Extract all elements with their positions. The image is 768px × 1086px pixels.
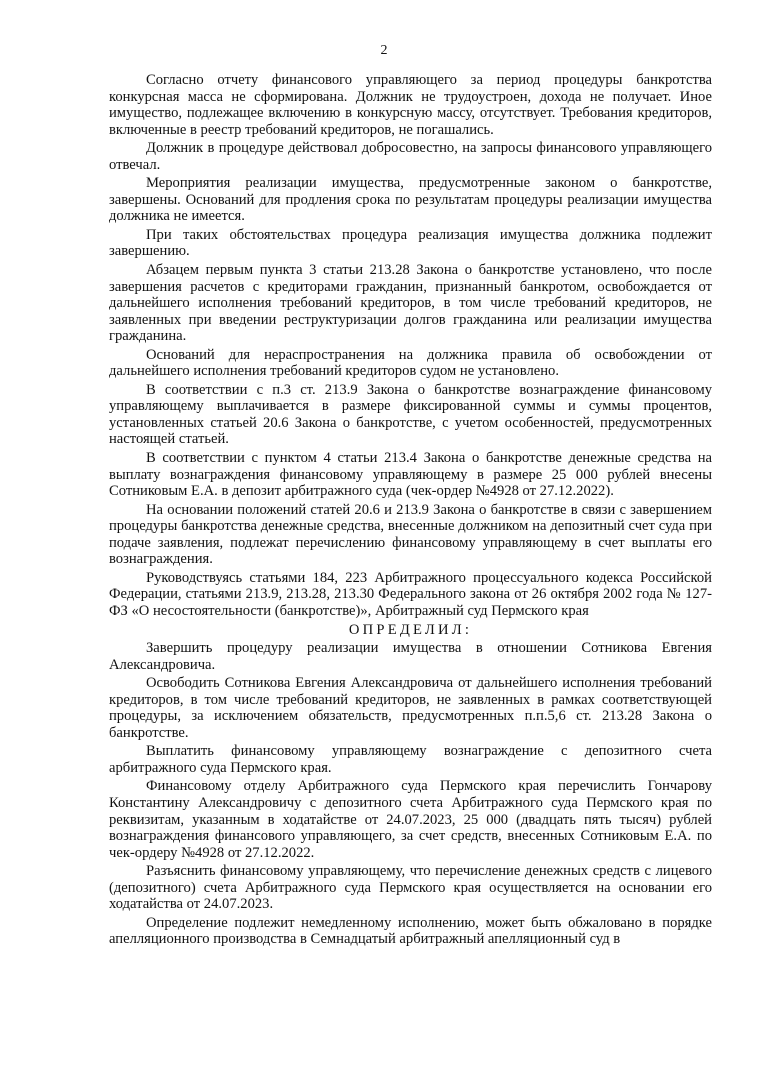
document-body xyxy=(109,72,712,950)
paragraph: Завершить процедуру реализации имущества в отношении Сотникова Евгения Александровича. xyxy=(109,640,712,673)
paragraph: Мероприятия реализации имущества, предусмотренные законом о банкротстве, завершены. Оснований для продления срока по результатам процедуры реализации имущества должника не имеется. xyxy=(109,175,712,225)
resolution-heading: ОПРЕДЕЛИЛ: xyxy=(348,621,473,638)
paragraph: Согласно отчету финансового управляющего за период процедуры банкротства конкурсная масса не сформирована. Должник не трудоустроен, дохода не получает. Иное имущество, подлежащее включению в конкурсную массу, отсутствует. Требования кредиторов, включенные в реестр требований кредиторов, не погашались. xyxy=(109,72,712,138)
paragraph: Определение подлежит немедленному исполнению, может быть обжаловано в порядке апелляционного производства в Семнадцатый арбитражный апелляционный суд в xyxy=(109,914,712,948)
page-number: 2 xyxy=(380,43,388,58)
paragraph: При таких обстоятельствах процедура реализация имущества должника подлежит завершению. xyxy=(109,226,712,260)
paragraph: В соответствии с п.3 ст. 213.9 Закона о банкротстве вознаграждение финансовому управляющему выплачивается в размере фиксированной суммы и суммы процентов, установленных статьей 20.6 Закона о банкротстве, с учетом особенностей, предусмотренных настоящей статьей. xyxy=(109,381,712,448)
paragraph: Выплатить финансовому управляющему вознаграждение с депозитного счета арбитражного суда Пермского края. xyxy=(109,743,712,776)
paragraph: Должник в процедуре действовал добросовестно, на запросы финансового управляющего отвечал. xyxy=(109,140,712,173)
paragraph: Финансовому отделу Арбитражного суда Пермского края перечислить Гончарову Константину Александровичу с депозитного счета Арбитражного суда Пермского края по реквизитам, указанным в ходатайстве от 24.07.2023, 25 000 (двадцать пять тысяч) рублей вознаграждения финансового управляющего, за счет средств, внесенных Сотниковым Е.А. по чек-ордеру №4928 от 27.12.2022. xyxy=(109,778,712,861)
paragraph: В соответствии с пунктом 4 статьи 213.4 Закона о банкротстве денежные средства на выплату вознаграждения финансовому управляющему в размере 25 000 рублей внесены Сотниковым Е.А. в депозит арбитражного суда (чек-ордер №4928 от 27.12.2022). xyxy=(109,450,712,500)
paragraph: Абзацем первым пункта 3 статьи 213.28 Закона о банкротстве установлено, что после завершения расчетов с кредиторами гражданин, признанный банкротом, освобождается от дальнейшего исполнения требований кредиторов, в том числе требований кредиторов, не заявленных при введении реструктуризации долгов гражданина или реализации имущества гражданина. xyxy=(109,262,712,345)
paragraph: Руководствуясь статьями 184, 223 Арбитражного процессуального кодекса Российской Федерации, статьями 213.9, 213.28, 213.30 Федерального закона от 26 октября 2002 года № 127-ФЗ «О несостоятельности (банкротстве)», Арбитражный суд Пермского края xyxy=(109,569,712,619)
paragraph: Оснований для нераспространения на должника правила об освобождении от дальнейшего исполнения требований кредиторов судом не установлено. xyxy=(109,346,712,380)
paragraph: Разъяснить финансовому управляющему, что перечисление денежных средств с лицевого (депозитного) счета Арбитражного суда Пермского края осуществляется на основании его ходатайства от 24.07.2023. xyxy=(109,863,712,913)
paragraph: Освободить Сотникова Евгения Александровича от дальнейшего исполнения требований кредиторов, в том числе требований кредиторов, не заявленных в рамках соответствующей процедуры, за исключением обязательств, предусмотренных п.п.5,6 ст. 213.28 Закона о банкротстве. xyxy=(109,675,712,741)
paragraph: На основании положений статей 20.6 и 213.9 Закона о банкротстве в связи с завершением процедуры банкротства денежные средства, внесенные должником на депозитный счет суда при подаче заявления, подлежат перечислению финансовому управляющему в счет выплаты его вознаграждения. xyxy=(109,501,712,568)
